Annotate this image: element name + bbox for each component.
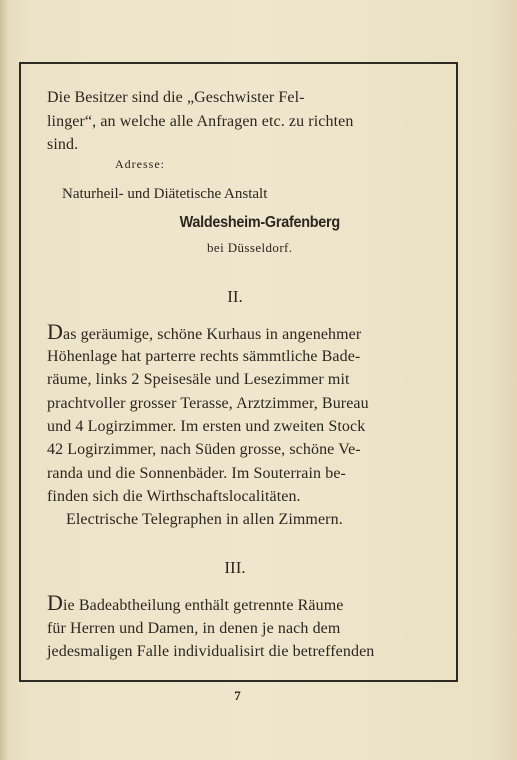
section-2-line-9: Electrische Telegraphen in allen Zimmern. <box>66 511 343 528</box>
section-2-dropcap: D <box>47 319 63 344</box>
intro-line-2: linger“, an welche alle Anfragen etc. zu richten <box>47 113 354 130</box>
section-2-line-6: 42 Logirzimmer, nach Süden grosse, schöne Ve- <box>47 441 361 458</box>
section-2-numeral: II. <box>227 287 243 306</box>
section-3-line-3: jedesmaligen Falle individualisirt die betreffenden <box>47 643 375 660</box>
section-3-dropcap: D <box>47 590 63 615</box>
address-label: Adresse: <box>115 157 165 171</box>
section-3-numeral: III. <box>224 558 246 577</box>
intro-line-3: sind. <box>47 136 79 153</box>
section-2-line-1-text: as geräumige, schöne Kurhaus in angenehmer <box>63 326 362 343</box>
section-2-line-4: prachtvoller grosser Terasse, Arztzimmer, Bureau <box>47 395 369 412</box>
section-2-line-5: und 4 Logirzimmer. Im ersten und zweiten Stock <box>47 418 366 435</box>
place-name-heading: Waldesheim-Grafenberg <box>179 214 340 231</box>
institution-name: Naturheil- und Diätetische Anstalt <box>62 186 268 202</box>
intro-line-1: Die Besitzer sind die „Geschwister Fel- <box>47 89 305 106</box>
page-number: 7 <box>234 688 241 703</box>
book-spine-shadow <box>0 0 8 760</box>
section-3-line-1-text: ie Badeabtheilung enthält getrennte Räume <box>63 597 344 614</box>
section-2-line-8: finden sich die Wirthschaftslocalitäten. <box>47 488 301 505</box>
section-2-line-2: Höhenlage hat parterre rechts sämmtliche Bade- <box>47 348 361 365</box>
section-3-line-1 <box>47 590 430 618</box>
section-2-line-1 <box>47 319 430 347</box>
section-2-line-7: randa und die Sonnenbäder. Im Souterrain be- <box>47 465 346 482</box>
section-3-line-2: für Herren und Damen, in denen je nach dem <box>47 620 341 637</box>
section-2-line-3: räume, links 2 Speisesäle und Lesezimmer mit <box>47 371 350 388</box>
place-subline: bei Düsseldorf. <box>207 240 293 255</box>
